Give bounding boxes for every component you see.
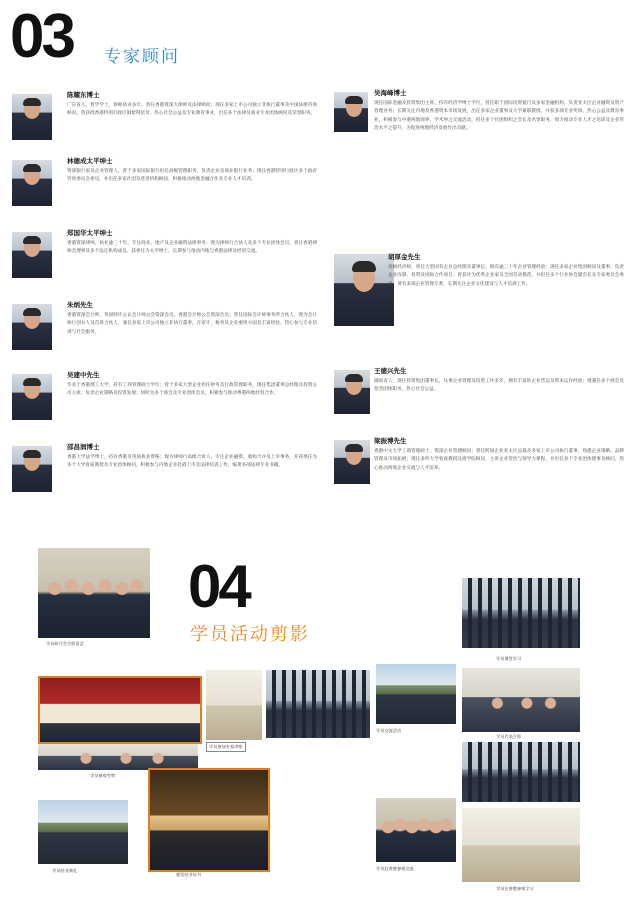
expert-name: 王德兴先生	[374, 367, 407, 375]
expert-name: 吴建中先生	[67, 371, 100, 379]
expert-photo	[12, 232, 52, 278]
expert-photo	[334, 440, 370, 484]
expert-name: 梁振博先生	[374, 437, 407, 445]
photo-caption: 学员在香港参观学习	[496, 886, 534, 891]
expert-bio: 香港资深会计师，英国特许公认会计师公会资深会员、香港会计师公会资深会员；曾任国际会计师事务所合伙人，现为会计师行创办人及首席合伙人，兼任多家上市公司独立非执行董事，在审计、税务及企业重组方面具丰富经验，热心参与专业培训与社会服务。	[67, 313, 317, 335]
activity-photo	[266, 670, 370, 738]
expert-photo	[334, 92, 368, 132]
expert-bio: 湖南省人，现任投资集团董事长，从事企业管理及投资工作多年，拥有丰富的企业营运及资本运作经验；现兼任多个商会及慈善团体职务，热心社会公益。	[374, 379, 624, 393]
expert-photo	[12, 160, 52, 206]
expert-photo	[12, 446, 52, 492]
photo-caption: 学员研讨会合影留念	[46, 641, 84, 646]
expert-photo	[334, 370, 370, 414]
expert-name: 邵昌润博士	[67, 443, 100, 451]
expert-bio: 香港资深律师，执业逾三十年，专注商业、地产及企业融资法律事务；现为律师行合伙人及多个专业团体会员，曾任香港律师会理事及多个法定机构成员，获委任为太平绅士，长期参与推动内地与香港法律及经贸交流。	[67, 241, 317, 255]
expert-name: 郑国华太平绅士	[67, 229, 113, 237]
expert-name: 陈耀东博士	[67, 91, 100, 99]
expert-photo	[12, 374, 52, 420]
activity-photo	[38, 676, 202, 744]
expert-bio: 现任国际金融及投资集团主席，持有经济学博士学位，曾任职于国际投资银行及多家金融机构，负责亚太区企业融资及资产管理业务；长期关注内地及香港资本市场发展，出任多家企业董事及大学兼职教授，并获多项专业奖项。热心公益及教育事业，积极参与中港两地商界、学术界之交流活动，担任多个社团组织之会长及名誉职务，致力推动专业人才之培训及企业管治水平之提升，为促进两地经济发展作出贡献。	[374, 101, 624, 132]
activity-photo	[462, 742, 580, 802]
photo-caption: 学员交流活动	[376, 728, 402, 733]
expert-bio: 高级经济师，曾任大型国有企业总经理及董事长，拥有逾三十年企业管理经验；现任多家企业集团顾问及董事，负责企业改制、投资及国际合作项目；曾获评为优秀企业家及全国劳动模范，并担任多个行业协会副会长及专家委员会委员，著有多部企业管理专著，长期关注企业文化建设与人才培训工作。	[388, 265, 624, 287]
photo-caption: 学员赴香港参观交流	[376, 866, 414, 871]
expert-bio: 资深银行家及企业管理人，曾于多家国际银行担任高级管理职务，负责企业及商业银行业务；现任香港特别行政区多个政府咨询委员会委员，并出任多家社团及慈善机构顾问，积极推动两地金融合作及专业人才培训。	[67, 169, 317, 183]
section-title-experts: 专家顾问	[104, 47, 180, 67]
expert-bio: 香港大学法学博士，持有香港及英国执业资格；现为律师行高级合伙人，专注企业融资、收购合并及上市事务，并获委任为多个大学客座教授及专业团体顾问，积极参与内地企业赴港上市及法律培训工作，编著多部法律专业书籍。	[67, 455, 317, 469]
expert-name: 胡厚金先生	[388, 253, 421, 261]
activity-photo	[206, 670, 262, 740]
expert-bio: 毕业于香港理工大学，持有工商管理硕士学位；曾于多家大型企业担任财务及行政管理职务，现任集团董事总经理及投资公司主席，负责企业策略及投资发展；同时为多个商会及专业团体会员，积极参与推动粤港两地经贸合作。	[67, 383, 317, 397]
activity-photo	[462, 808, 580, 882]
activity-photo	[38, 744, 198, 770]
photo-caption: 学员结业典礼	[52, 868, 78, 873]
activity-photo	[38, 800, 128, 864]
activity-photo	[38, 548, 150, 638]
photo-caption: 学员代表合影	[496, 734, 522, 739]
expert-name: 林德成太平绅士	[67, 157, 113, 165]
activity-photo	[376, 664, 456, 724]
expert-bio: 广东省人。哲学学士，律师执业多年，曾任香港资深大律师及法律顾问；现任多家上市公司独立非执行董事及中国法律咨询顾问。曾获授香港特别行政区铜紫荆星章，热心社会公益及专业教育事业，出任多个法律及商业专业团体顾问及荣誉职务。	[67, 103, 317, 117]
photo-caption: 学员参加专家讲座	[206, 742, 246, 752]
section-number-03: 03	[10, 2, 73, 71]
expert-bio: 香港中文大学工商管理硕士，资深企业管理顾问；曾任跨国企业亚太区总裁及多家上市公司执行董事，熟悉企业策略、品牌管理及市场拓展；现任多所大学客座教授及商学院顾问，主讲企业管治与领导力课程，并出任多个专业团体理事及顾问，热心推动两地企业交流与人才培养。	[374, 449, 624, 471]
activity-photo	[148, 768, 270, 872]
activity-photo	[462, 578, 580, 648]
activity-photo	[376, 798, 456, 862]
expert-photo	[12, 94, 52, 140]
activity-photo	[462, 668, 580, 732]
expert-photo	[334, 254, 394, 326]
expert-name: 吴海峰博士	[374, 89, 407, 97]
photo-caption: 学员课堂学习	[496, 656, 522, 661]
section-number-04: 04	[188, 553, 249, 620]
expert-photo	[12, 304, 52, 350]
expert-name: 朱炳先生	[67, 301, 93, 309]
section-title-activities: 学员活动剪影	[190, 624, 310, 645]
photo-caption: 学员参观考察	[90, 773, 116, 778]
photo-caption: 颁发结业证书	[176, 872, 202, 877]
